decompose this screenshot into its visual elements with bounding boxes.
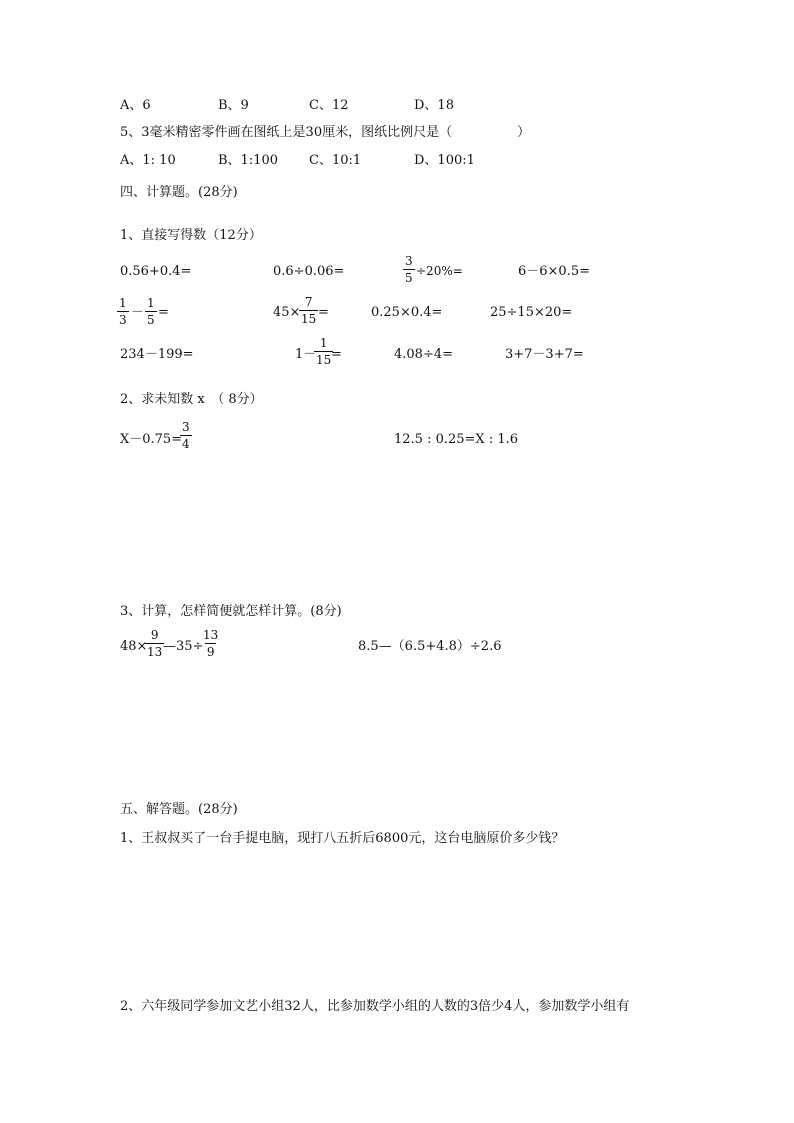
expr-head: 48×: [120, 639, 148, 654]
q5-option-c: C、10:1: [309, 153, 362, 168]
mental-math-r2-e3: 0.25×0.4=: [371, 305, 443, 320]
expr-tail: =: [331, 347, 342, 362]
equation-2: 12.5 : 0.25=X : 1.6: [394, 432, 519, 447]
mental-math-r3-e3: 4.08÷4=: [394, 347, 454, 362]
fraction: [403, 255, 415, 284]
fraction-denominator: 15: [316, 353, 332, 367]
q4-option-c: C、12: [309, 98, 349, 113]
mental-math-r1-e1: 0.56+0.4=: [120, 264, 192, 279]
expr-head: 1－: [295, 347, 317, 362]
expr-tail: ÷20%=: [416, 264, 463, 278]
q5-question: 5、3毫米精密零件画在图纸上是30厘米，图纸比例尺是（ ）: [120, 125, 531, 140]
fraction-numerator: 3: [405, 254, 413, 268]
mental-math-r2-e4: 25÷15×20=: [490, 305, 573, 320]
fraction-numerator: 1: [119, 296, 127, 310]
fraction-denominator: 13: [147, 645, 163, 659]
fraction-denominator: 3: [119, 313, 127, 327]
fraction: [180, 421, 192, 450]
fraction: [145, 297, 157, 326]
word-problem-1: 1、王叔叔买了一台手提电脑，现打八五折后6800元，这台电脑原价多少钱？: [120, 831, 565, 846]
fraction-numerator: 1: [319, 336, 328, 350]
q4-option-b: B、9: [218, 98, 249, 113]
fraction-denominator: 15: [301, 312, 317, 326]
fraction-numerator: 7: [304, 295, 313, 309]
calc-expression-2: 8.5—（6.5+4.8）÷2.6: [358, 639, 502, 654]
fraction: [299, 296, 318, 325]
section4-title: 四、计算题。(28分): [120, 185, 238, 200]
fraction-denominator: 5: [147, 313, 155, 327]
q5-option-d: D、100:1: [414, 153, 475, 168]
fraction: [145, 629, 164, 658]
expr-head: 45×: [273, 305, 301, 320]
section5-title: 五、解答题。(28分): [120, 802, 238, 817]
fraction-numerator: 13: [203, 628, 219, 642]
q5-option-b: B、1:100: [218, 153, 279, 168]
fraction-numerator: 1: [147, 296, 155, 310]
fraction-denominator: 9: [206, 645, 215, 659]
sub2-title: 2、求未知数 x （ 8分）: [120, 392, 263, 407]
expr-tail: =: [318, 305, 329, 320]
fraction-numerator: 3: [182, 420, 190, 434]
word-problem-2: 2、六年级同学参加文艺小组32人，比参加数学小组的人数的3倍少4人，参加数学小组有: [120, 999, 630, 1014]
mental-math-r1-e2: 0.6÷0.06=: [273, 264, 345, 279]
operator: －: [131, 305, 145, 320]
fraction-denominator: 4: [182, 437, 190, 451]
fraction-numerator: 9: [150, 628, 159, 642]
q5-option-a: A、1: 10: [120, 153, 176, 168]
q4-option-d: D、18: [414, 98, 454, 113]
mental-math-r1-e4: 6－6×0.5=: [518, 264, 591, 279]
sub3-title: 3、计算，怎样简便就怎样计算。(8分): [120, 604, 342, 619]
expr-tail: =: [158, 305, 169, 320]
expr-middle: —35÷: [163, 639, 204, 654]
mental-math-r3-e4: 3+7－3+7=: [505, 347, 584, 362]
expr-head: X－0.75=: [120, 432, 183, 447]
sub1-title: 1、直接写得数（12分）: [120, 228, 262, 243]
q4-option-a: A、6: [120, 98, 151, 113]
fraction-denominator: 5: [405, 271, 413, 285]
mental-math-r3-e1: 234－199=: [120, 347, 194, 362]
fraction: [201, 629, 220, 658]
fraction: [117, 297, 129, 326]
